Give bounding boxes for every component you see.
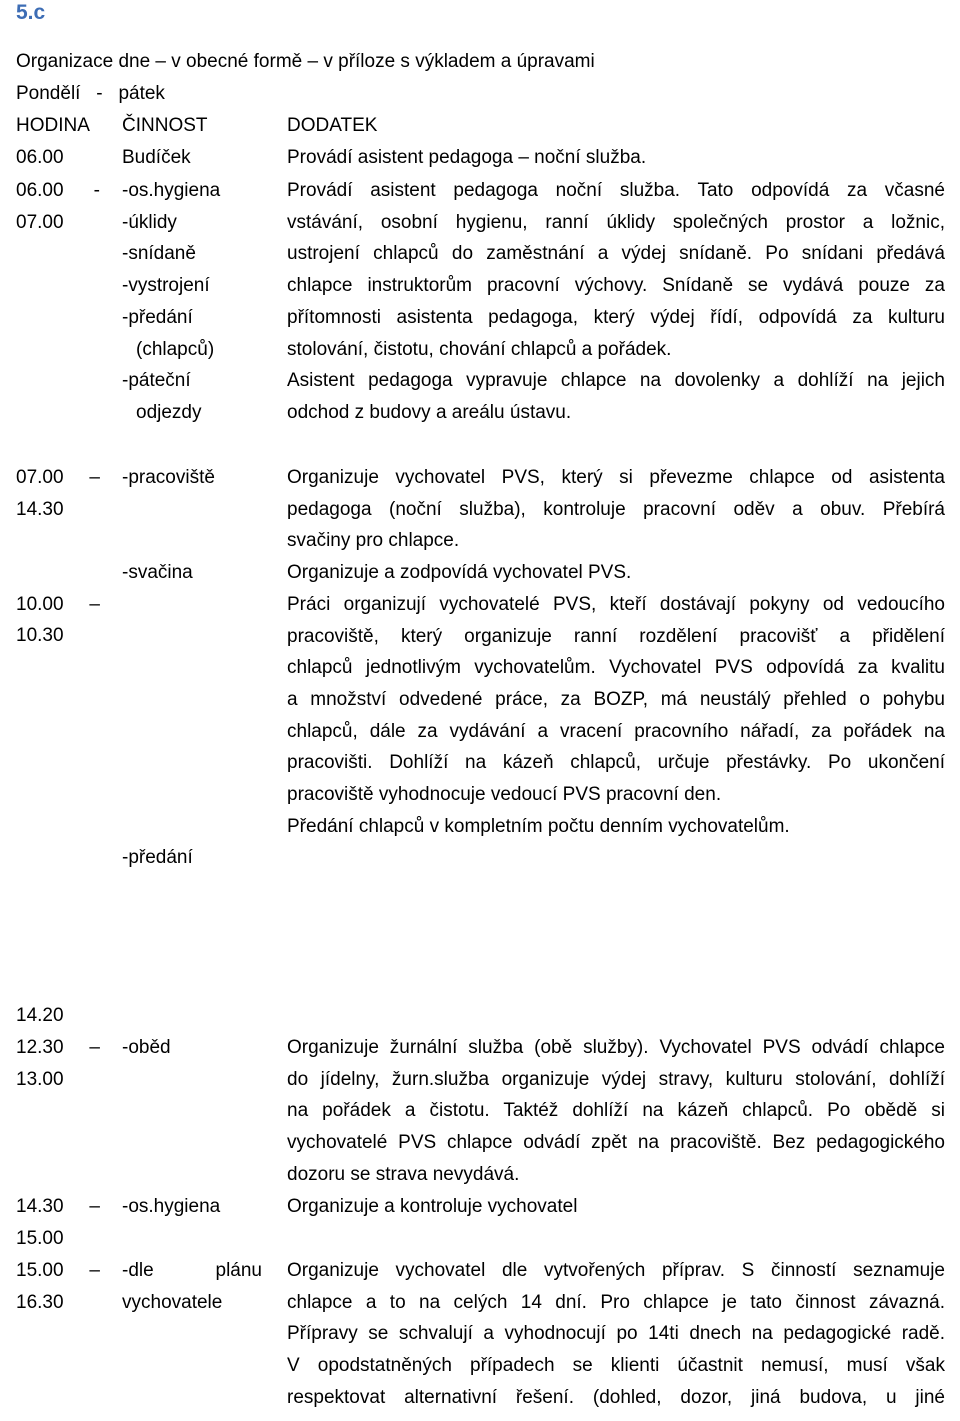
- note-line: Organizuje žurnální služba (obě služby). Vychovatel PVS odvádí chlapce: [287, 1037, 945, 1058]
- note-line: chlapců jednotlivým vychovatelům. Vychovatel PVS odpovídá za kvalitu: [287, 657, 945, 679]
- row-activity: [122, 462, 262, 874]
- row-note: Provádí asistent pedagoga – noční služba.: [287, 147, 647, 168]
- row-activity: Budíček: [122, 147, 191, 168]
- row-activity: -os.hygiena: [122, 1196, 221, 1217]
- note-line: Asistent pedagoga vypravuje chlapce na dovolenky a dohlíží na jejich: [287, 370, 945, 392]
- note-line: Provádí asistent pedagoga noční služba. Tato odpovídá za včasné: [287, 180, 945, 201]
- activity-item: -vystrojení: [122, 275, 210, 297]
- activity-item: -dle plánu: [122, 1260, 262, 1281]
- time-end: 16.30: [16, 1291, 64, 1313]
- activity-item: -předání: [122, 847, 193, 869]
- row-note: [287, 1255, 945, 1414]
- note-line: Organizuje vychovatel PVS, který si převezme chlapce od asistenta: [287, 467, 945, 488]
- column-header-time: HODINA: [16, 115, 90, 136]
- note-line: Předání chlapců v kompletním počtu denním vychovatelům.: [287, 815, 790, 837]
- activity-item: -snídaně: [122, 243, 196, 265]
- note-line: Organizuje a zodpovídá vychovatel PVS.: [287, 562, 632, 584]
- note-line: Organizuje vychovatel dle vytvořených příprav. S činností seznamuje: [287, 1260, 945, 1281]
- note-line: vychovatelé PVS chlapce odvádí zpět na pracoviště. Bez pedagogického: [287, 1132, 945, 1154]
- row-time: [16, 1255, 108, 1318]
- note-line: ustrojení chlapců do zaměstnání a výdej snídaně. Po snídani předává: [287, 243, 945, 265]
- activity-item: -předání: [122, 306, 193, 328]
- activity-item: (chlapců): [136, 338, 215, 360]
- time-start: 12.30 –: [16, 1037, 100, 1058]
- note-line: dozoru se strava nevydává.: [287, 1163, 520, 1185]
- time-end: 15.00: [16, 1227, 64, 1249]
- note-line: Přípravy se schvalují a vyhodnocují po 14ti dnech na pedagogické radě.: [287, 1323, 945, 1345]
- note-line: chlapce a to na celých 14 dní. Pro chlapce je tato činnost závazná.: [287, 1291, 945, 1313]
- row-note: Organizuje a kontroluje vychovatel: [287, 1196, 578, 1217]
- note-line: V opodstatněných případech se klienti účastnit nemusí, musí však: [287, 1355, 945, 1377]
- day-range: Pondělí - pátek: [16, 83, 165, 104]
- time-start: 07.00 –: [16, 467, 100, 488]
- column-header-activity: ČINNOST: [122, 115, 208, 136]
- time-start: 06.00 -: [16, 180, 100, 201]
- time-end: 14.30: [16, 498, 64, 520]
- note-line: stolování, čistotu, chování chlapců a pořádek.: [287, 338, 672, 360]
- time-start: 14.30 –: [16, 1196, 100, 1217]
- activity-item: -svačina: [122, 562, 193, 584]
- note-line: svačiny pro chlapce.: [287, 530, 460, 552]
- note-line: chlapce instruktorům pracovní výchovy. Snídaně se vydává pouze za: [287, 275, 945, 297]
- time-end: 10.30: [16, 625, 64, 647]
- time-start: 15.00 –: [16, 1260, 100, 1281]
- note-line: Práci organizují vychovatelé PVS, kteří dostávají pokyny od vedoucího: [287, 593, 945, 615]
- activity-item: odjezdy: [136, 401, 202, 423]
- column-header-note: DODATEK: [287, 115, 378, 136]
- row-note: [287, 462, 945, 842]
- note-line: a množství odvedené práce, za BOZP, má neustálý přehled o pohybu: [287, 688, 945, 710]
- note-line: do jídelny, žurn.služba organizuje výdej stravy, kulturu stolování, dohlíží: [287, 1068, 945, 1090]
- row-time: [16, 462, 108, 652]
- note-line: odchod z budovy a areálu ústavu.: [287, 401, 572, 423]
- activity-item: -pracoviště: [122, 467, 215, 488]
- activity-item: -úklidy: [122, 211, 177, 233]
- row-activity: -oběd: [122, 1037, 171, 1058]
- document-title: Organizace dne – v obecné formě – v příloze s výkladem a úpravami: [16, 51, 595, 72]
- activity-item: -os.hygiena: [122, 180, 221, 201]
- time-start: 10.00 –: [16, 593, 100, 615]
- note-line: pracoviště, který organizuje ranní rozdělení pracovišť a přidělení: [287, 625, 945, 647]
- note-line: na pořádek a čistotu. Taktéž dohlíží na kázeň chlapců. Po obědě si: [287, 1100, 945, 1122]
- note-line: respektovat alternativní řešení. (dohled, dozor, jiná budova, u jiné: [287, 1386, 945, 1408]
- note-line: pedagoga (noční služba), kontroluje pracovní oděv a obuv. Přebírá: [287, 498, 945, 520]
- note-line: pracovišti. Dohlíží na kázeň chlapců, určuje přestávky. Po ukončení: [287, 752, 945, 774]
- activity-item: vychovatele: [122, 1291, 223, 1313]
- row-note: [287, 1032, 945, 1191]
- row-activity: [122, 1255, 262, 1318]
- note-line: pracoviště vyhodnocuje vedoucí PVS pracovní den.: [287, 784, 722, 806]
- activity-item: -páteční: [122, 370, 191, 392]
- time-end: 07.00: [16, 211, 64, 233]
- row-note: [287, 175, 945, 429]
- section-number: 5.c: [16, 1, 46, 24]
- note-line: přítomnosti asistenta pedagoga, který výdej řídí, odpovídá za kulturu: [287, 306, 945, 328]
- row-time: [16, 1191, 108, 1254]
- note-line: chlapců, dále za vydávání a vracení pracovního nářadí, za pořádek na: [287, 720, 945, 742]
- note-line: vstávání, osobní hygienu, ranní úklidy společných prostor a ložnic,: [287, 211, 945, 233]
- row-time: [16, 1032, 108, 1095]
- time-end: 13.00: [16, 1068, 64, 1090]
- row-time: [16, 175, 108, 238]
- row-time: 06.00: [16, 147, 64, 168]
- row-activity: [122, 175, 262, 429]
- row-time: 14.20: [16, 1005, 64, 1026]
